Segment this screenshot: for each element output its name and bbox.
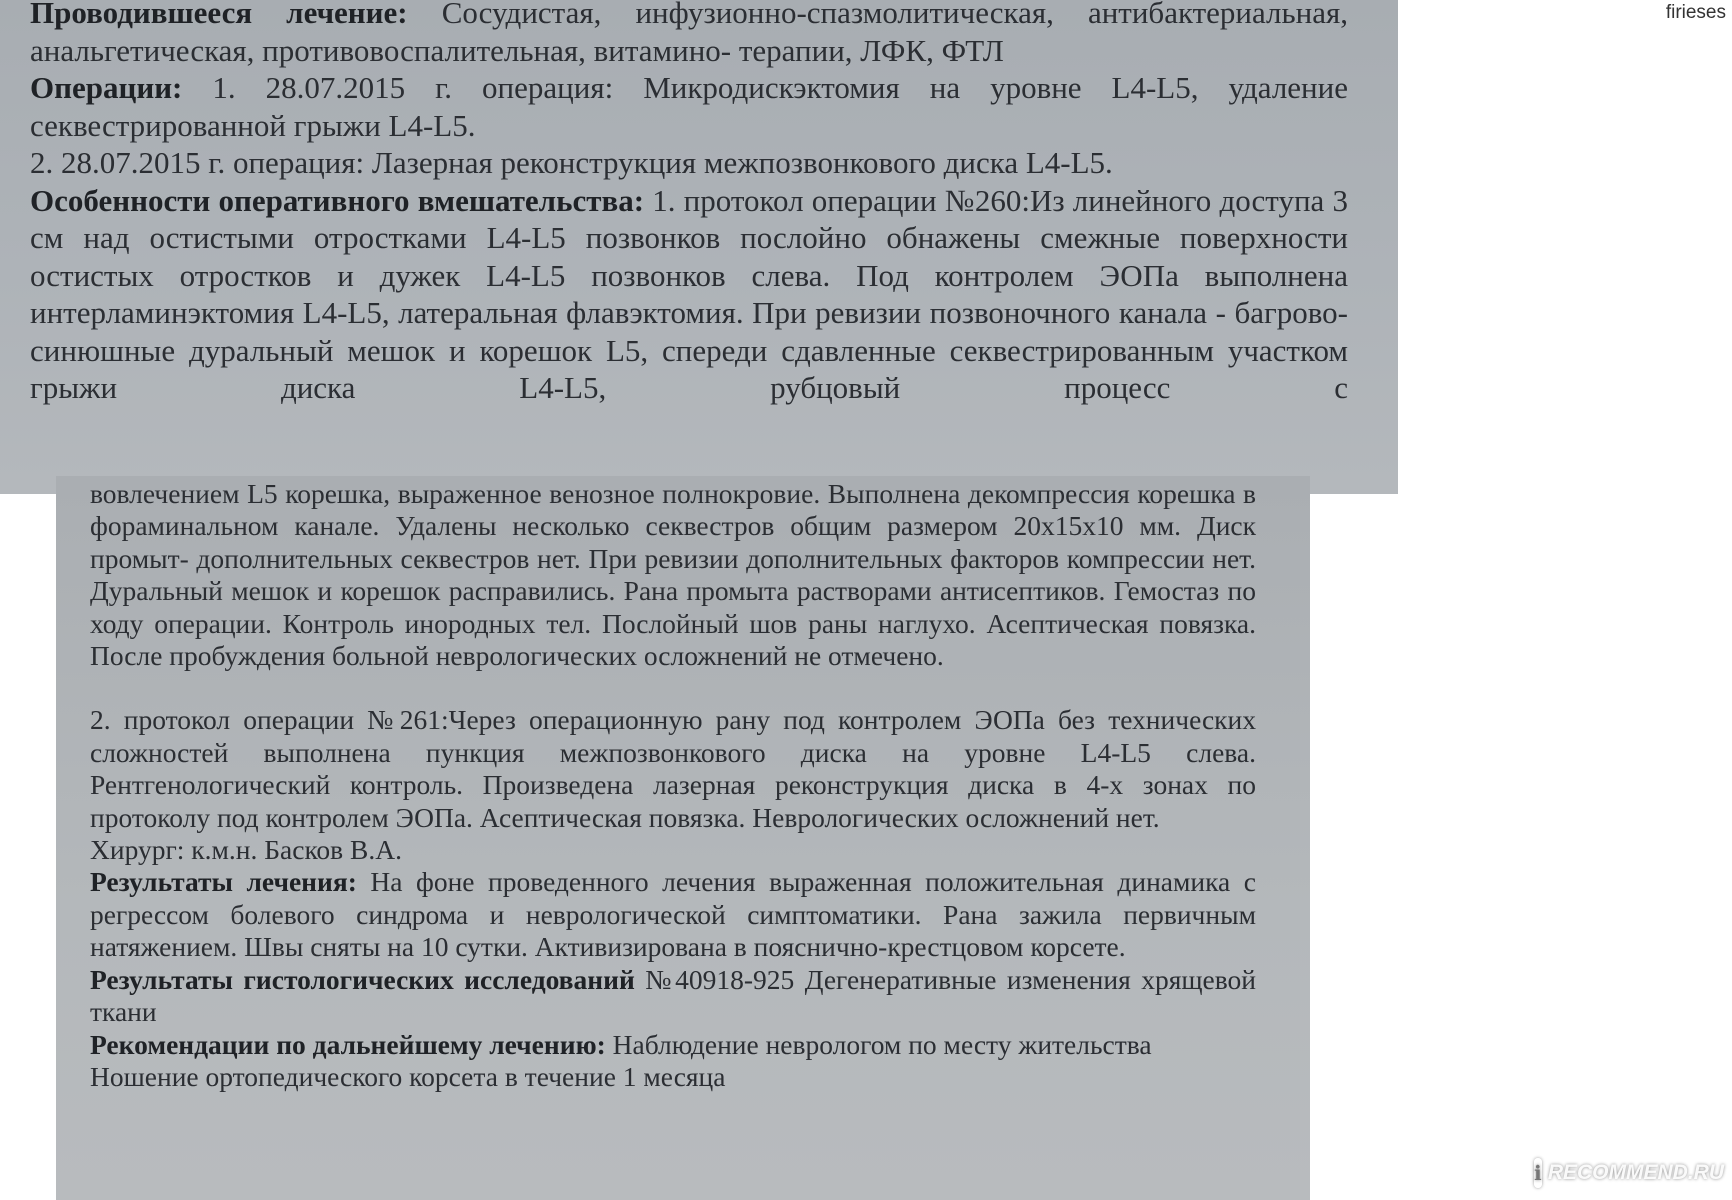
results-label: Результаты лечения: bbox=[90, 866, 357, 898]
results-text: На фоне проведенного лечения выраженная положительная динамика с регрессом болевого синдрома и неврологической симптоматики. Рана зажила первичным натяжением. Швы сняты на 10 сутки. Активизирована в пояснично-крестцовом корсете. bbox=[90, 866, 1256, 963]
protocol-260-continued-text: вовлечением L5 корешка, выраженное венозное полнокровие. Выполнена декомпрессия корешка в фораминальном канале. Удалены несколько секвестров общим размером 20х15х10 мм. Диск промыт- дополнительных секвестров нет. При ревизии дополнительных факторов компрессии нет. Дуральный мешок и корешок расправились. Рана промыта растворами антисептиков. Гемостаз по ходу операции. Контроль инородных тел. Послойный шов раны наглухо. Асептическая повязка. После пробуждения больной неврологических осложнений не отмечено. bbox=[90, 478, 1256, 672]
site-watermark-text: RECOMMEND.RU bbox=[1547, 1161, 1724, 1184]
paragraph-gap bbox=[90, 672, 1256, 704]
histology-paragraph bbox=[90, 964, 1256, 1029]
recommendations-text: Наблюдение неврологом по месту жительства bbox=[605, 1028, 1152, 1060]
surgery-details-paragraph bbox=[30, 182, 1348, 407]
operations-paragraph bbox=[30, 69, 1348, 144]
site-watermark bbox=[1534, 1155, 1724, 1191]
recommend-logo-icon: ℹ bbox=[1534, 1158, 1542, 1188]
document-photo-bottom bbox=[56, 476, 1310, 1200]
corset-text: Ношение ортопедического корсета в течение 1 месяца bbox=[90, 1060, 726, 1092]
treatment-paragraph bbox=[30, 0, 1348, 69]
protocol-261-paragraph bbox=[90, 704, 1256, 834]
surgery-details-label: Особенности оперативного вмешательства: bbox=[30, 182, 645, 218]
protocol-260-continued-paragraph bbox=[90, 478, 1256, 672]
operations-label: Операции: bbox=[30, 70, 183, 105]
results-paragraph bbox=[90, 866, 1256, 963]
recommendations-label: Рекомендации по дальнейшему лечению: bbox=[90, 1028, 606, 1060]
treatment-label: Проводившееся лечение: bbox=[30, 0, 408, 30]
operations-text: 1. 28.07.2015 г. операция: Микродискэктомия на уровне L4-L5, удаление секвестрированной грыжи L4-L5. bbox=[30, 70, 1348, 143]
operation-2-text: 2. 28.07.2015 г. операция: Лазерная реконструкция межпозвонкового диска L4-L5. bbox=[30, 145, 1113, 180]
recommendations-paragraph bbox=[90, 1029, 1256, 1061]
treatment-text: Сосудистая, инфузионно-спазмолитическая, антибактериальная, анальгетическая, противовоспалительная, витамино- терапии, ЛФК, ФТЛ bbox=[30, 0, 1349, 68]
corset-line bbox=[90, 1061, 1256, 1093]
operation-2-paragraph bbox=[30, 144, 1348, 182]
surgeon-text: Хирург: к.м.н. Басков В.А. bbox=[90, 834, 402, 866]
surgery-details-text: 1. протокол операции №260:Из линейного доступа 3 см над остистыми отростками L4-L5 позвонков послойно обнажены смежные поверхности остистых отростков и дужек L4-L5 позвонков слева. Под контролем ЭОПа выполнена интерламинэктомия L4-L5, латеральная флавэктомия. При ревизии позвоночного канала - багрово-синюшные дуральный мешок и корешок L5, спереди сдавленные секвестрированным участком грыжи диска L4-L5, рубцовый процесс с bbox=[30, 182, 1348, 405]
protocol-261-text: 2. протокол операции №261:Через операционную рану под контролем ЭОПа без технических сложностей выполнена пункция межпозвонкового диска на уровне L4-L5 слева. Рентгенологический контроль. Произведена лазерная реконструкция диска в 4-х зонах по протоколу под контролем ЭОПа. Асептическая повязка. Неврологических осложнений нет. bbox=[90, 704, 1256, 833]
surgeon-line bbox=[90, 834, 1256, 866]
histology-label: Результаты гистологических исследований bbox=[90, 963, 635, 995]
document-photo-top bbox=[0, 0, 1398, 494]
author-watermark: firieses bbox=[1665, 2, 1726, 23]
histology-text: №40918-925 Дегенеративные изменения хрящевой ткани bbox=[90, 963, 1256, 1028]
